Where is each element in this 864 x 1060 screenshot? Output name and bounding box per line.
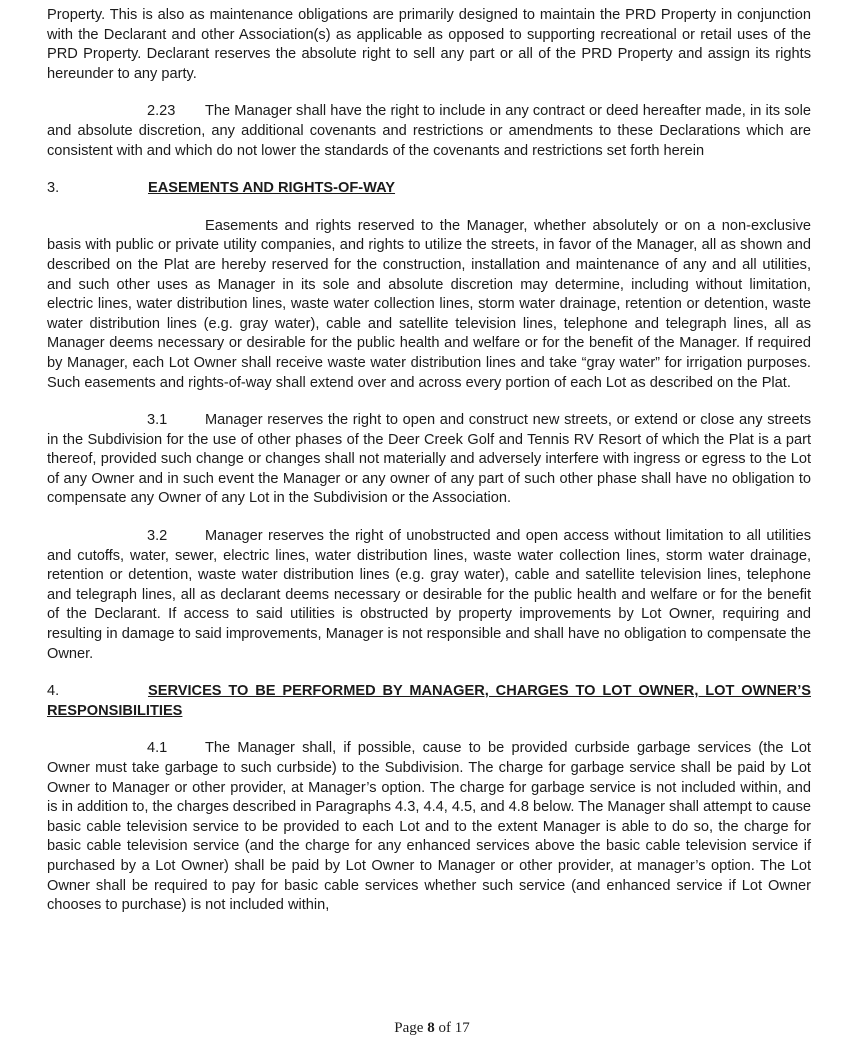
paragraph-text: The Manager shall have the right to include in any contract or deed hereafter made, in its sole and absolute discretion, any additional covenants and restrictions or amendments to these Declarations which are consistent with and which do not lower the standards of the covenants and restrictions set forth herein — [47, 103, 811, 159]
paragraph-number: 3.1 — [147, 412, 168, 429]
paragraph-text: The Manager shall, if possible, cause to be provided curbside garbage services (the Lot Owner must take garbage to such curbside) to the Subdivision. The charge for garbage service shall be paid by Lot Owner to Manager or other provider, at Manager’s option. The charge for garbage service is not included within, and is in addition to, the charges described in Paragraphs 4.3, 4.4, 4.5, and 4.8 below. The Manager shall attempt to cause basic cable television service to be provided to each Lot and to the extent Manager is able to do so, the charge for basic cable television service (and the charge for any enhanced services above the basic cable television service if purchased by a Lot Owner) shall be paid by Lot Owner to Manager or other provider, at manager’s option. The Lot Owner shall be required to pay for basic cable services whether such service (and enhanced service if Lot Owner chooses to purchase) is not included within, — [47, 740, 811, 914]
paragraph-3: Easements and rights reserved to the Manager, whether absolutely or on a non-exclusive basis with public or private utility companies, and rights to utilize the streets, in favor of the Manager, all as shown and described on the Plat are hereby reserved for the construction, installation and maintenance of any and all utilities, and such other uses as Manager in its sole and absolute discretion may determine, including without limitation, electric lines, water distribution lines, waste water collection lines, storm water drainage, retention or detention, waste water distribution lines (e.g. gray water), cable and satellite television lines, telephone and telegraph lines, all as Manager deems necessary or desirable for the public health and welfare or for the benefit of the Manager. If required by Manager, each Lot Owner shall receive waste water distribution lines and take “gray water” for irrigation purposes. Such easements and rights-of-way shall extend over and across every portion of each Lot as described on the Plat. — [47, 217, 811, 391]
page-number: 8 — [427, 1020, 435, 1036]
paragraph-text: Manager reserves the right of unobstructed and open access without limitation to all utilities and cutoffs, water, sewer, electric lines, water distribution lines, waste water collection lines, storm water drainage, retention or detention, waste water distribution lines (e.g. gray water), cable and satellite television lines, telephone and telegraph lines, all as declarant deems necessary or desirable for the public health and welfare or for the benefit of the Declarant. If access to said utilities is obstructed by property improvements by Lot Owner, requiring and resulting in damage to said improvements, Manager is not responsible and shall have no obligation to compensate the Owner. — [47, 528, 811, 662]
section-title: SERVICES TO BE PERFORMED BY MANAGER, CHARGES TO LOT OWNER, LOT OWNER’S RESPONSIBILITIES — [47, 683, 811, 719]
section-4-heading — [47, 682, 811, 721]
paragraph-2-23 — [47, 102, 811, 161]
page-total: 17 — [454, 1020, 470, 1036]
page-footer — [0, 1020, 864, 1037]
paragraph-text: Manager reserves the right to open and construct new streets, or extend or close any streets in the Subdivision for the use of other phases of the Deer Creek Golf and Tennis RV Resort of which the Plat is a part thereof, provided such change or changes shall not materially and adversely interfere with ingress or egress to the Lot of any Owner and in such event the Manager or any owner of any part of such other phase shall have no obligation to compensate any Owner of any Lot in the Subdivision or the Association. — [47, 412, 811, 507]
paragraph-intro: Property. This is also as maintenance obligations are primarily designed to maintain the PRD Property in conjunction with the Declarant and other Association(s) as applicable as opposed to supporting recreational or retail uses of the PRD Property. Declarant reserves the absolute right to sell any part or all of the PRD Property and assign its rights hereunder to any party. — [47, 7, 811, 82]
paragraph-3-1 — [47, 411, 811, 509]
section-title: EASEMENTS AND RIGHTS-OF-WAY — [148, 180, 396, 197]
section-3-heading — [47, 179, 811, 199]
paragraph-number: 3.2 — [147, 528, 168, 545]
section-number: 3. — [47, 180, 60, 197]
section-number: 4. — [47, 683, 60, 700]
paragraph-4-1 — [47, 739, 811, 915]
page-label: Page — [394, 1020, 424, 1036]
page-of: of — [438, 1020, 451, 1036]
paragraph-number: 2.23 — [147, 103, 176, 120]
paragraph-number: 4.1 — [147, 740, 168, 757]
paragraph-3-2 — [47, 527, 811, 664]
